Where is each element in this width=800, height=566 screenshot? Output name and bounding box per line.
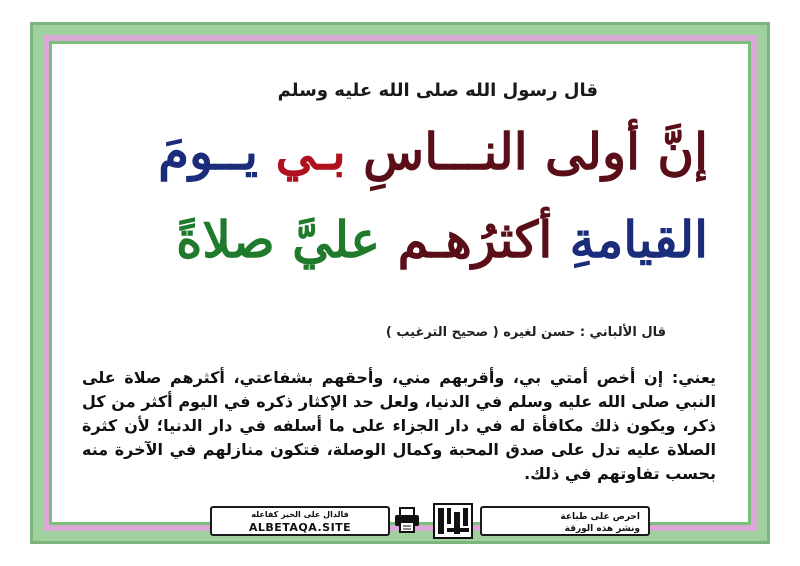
hadith-line-2	[92, 210, 708, 269]
site-box	[210, 506, 390, 536]
hadith-word: يــومَ	[158, 122, 259, 181]
hadith-word: بـي	[275, 122, 346, 181]
hadith-word: النـــاسِ	[363, 122, 528, 181]
hadith-word: أكثرُهـم	[397, 210, 553, 269]
dawah-logo	[394, 502, 476, 540]
card-content	[52, 44, 748, 534]
hadith-word: إنَّ أولى	[545, 122, 708, 181]
hadith-intro: قال رسول الله صلى الله عليه وسلم	[277, 80, 598, 101]
explanation-text: يعني: إن أخص أمتي بي، وأقربهم مني، وأحقهم بشفاعتي، أكثرهم صلاة على النبي صلى الله عليه وسلم في الدنيا، ولعل حد الإكثار ذكره في اليوم أكثر من كل ذكر، ويكون ذلك مكافأة له في دار الجزاء على ما أسلفه في دار الدنيا؛ لأن كثرة الصلاة عليه تدل على صدق المحبة وكمال الوصلة، فتكون منازلهم في الآخرة منه بحسب تفاوتهم في ذلك.	[82, 368, 716, 483]
print-note-line-2: ونشر هذه الورقة	[564, 524, 640, 534]
footer-bar	[210, 502, 650, 540]
hadith-word: عليَّ صلاةً	[176, 210, 381, 269]
print-note-line-1: احرص على طباعة	[560, 512, 640, 522]
hadith-word: القيامةِ	[569, 210, 708, 269]
dawah-logo-icon	[394, 502, 476, 540]
site-name: ALBETAQA.SITE	[248, 521, 352, 534]
hadith-line-1	[92, 122, 708, 181]
print-note-box	[480, 506, 650, 536]
footer-proverb: فالدال على الخير كفاعله	[251, 510, 349, 519]
hadith-grading: قال الألباني : حسن لغيره ( صحيح الترغيب )	[385, 325, 666, 340]
print-note	[560, 511, 640, 535]
